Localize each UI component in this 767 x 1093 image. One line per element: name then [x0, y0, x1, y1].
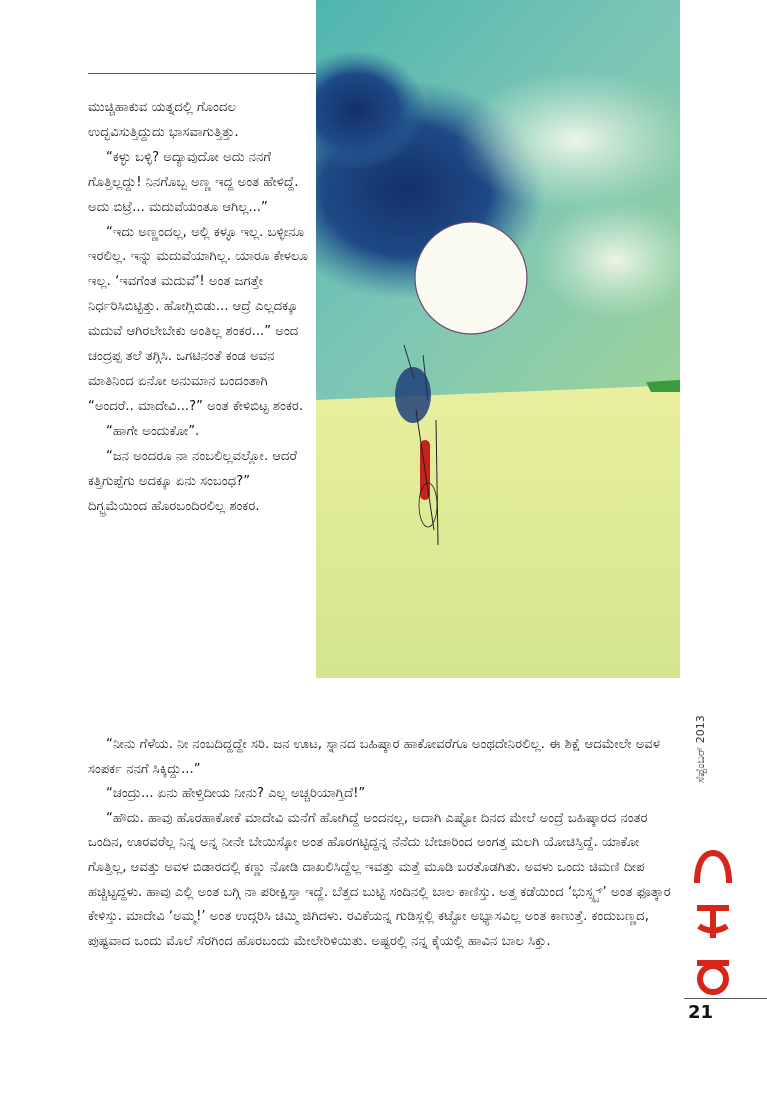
- paragraph: “ಜನ ಅಂದರೂ ನಾ ನಂಬಲಿಲ್ಲವಲ್ಲೋ. ಆದರೆ ಕತ್ತಿಗುಪ್ಪೆಗು ಅದಕ್ಕೂ ಏನು ಸಂಬಂಧ?” ದಿಗ್ಭ್ರಮೆಯಿಂದ ಹೊರಬಂದಿರಲಿಲ್ಲ ಶಂಕರ.: [88, 448, 298, 514]
- paragraph: “ನೀನು ಗೆಳೆಯ. ನೀ ನಂಬದಿದ್ದದ್ದೇ ಸರಿ. ಜನ ಊಟ, ಸ್ನಾನದ ಬಹಿಷ್ಕಾರ ಹಾಕೋವರೆಗೂ ಅಂಥದೇನಿರಲಿಲ್ಲ. ಈ ಶಿಕ್ಷೆ ಆದಮೇಲೇ ಅವಳ ಸಂಪರ್ಕ ನನಗೆ ಸಿಕ್ಕಿದ್ದು...”: [88, 737, 661, 777]
- top-rule: [88, 73, 316, 74]
- magazine-masthead: [684, 715, 742, 1000]
- page-rule: [684, 998, 767, 999]
- page-number: 21: [688, 1002, 714, 1023]
- brand-glyph-icon: [693, 902, 733, 942]
- narrow-column-text: [88, 96, 310, 519]
- brand-logo: [684, 847, 742, 997]
- paragraph: ಮುಚ್ಚಿಹಾಕುವ ಯತ್ನದಲ್ಲಿ ಗೊಂದಲ ಉದ್ಭವಿಸುತ್ತಿದ್ದುದು ಭಾಸವಾಗುತ್ತಿತ್ತು.: [88, 100, 239, 140]
- wide-column-text: [88, 733, 672, 954]
- illustration: [316, 0, 680, 678]
- issue-date: ಸೆಪ್ಟೆಂಬರ್ 2013: [694, 715, 707, 783]
- ground: [316, 385, 680, 678]
- paragraph: “ಚಂದ್ರು... ಏನು ಹೇಳ್ತಿದೀಯ ನೀನು? ಎಲ್ಲ ಅಚ್ಚರಿಯಾಗ್ತಿದೆ!”: [106, 786, 366, 802]
- paragraph: “ಹೌದು. ಹಾವು ಹೊರಹಾಕೋಕೆ ಮಾದೇವಿ ಮನೆಗೆ ಹೋಗಿದ್ದೆ ಅಂದನಲ್ಲ, ಅದಾಗಿ ಎಷ್ಟೋ ದಿನದ ಮೇಲೆ ಅಂದ್ರೆ ಬಹಿಷ್ಕಾರದ ನಂತರ ಒಂದಿನ, ಊರವರೆಲ್ಲ ನಿನ್ನ ಅನ್ನ ನೀನೇ ಬೇಯಿಸ್ಕೋ ಅಂತ ಹೊರಗಟ್ಟಿದ್ದನ್ನ ನೆನೆದು ಬೇಜಾರಿಂದ ಅಂಗತ್ತ ಮಲಗಿ ಯೋಚಿಸ್ತಿದ್ದೆ. ಯಾಕೋ ಗೊತ್ತಿಲ್ಲ, ಆವತ್ತು ಅವಳ ಬಿಡಾರದಲ್ಲಿ ಕಣ್ಣು ನೋಡಿ ದಾಖಲಿಸಿದ್ದೆಲ್ಲ ಇವತ್ತು ಮತ್ತೆ ಮೂಡಿ ಬರತೊಡಗಿತು. ಅವಳು ಒಂದು ಚಿಮಣಿ ದೀಪ ಹಚ್ಚಿಟ್ಟದ್ದಳು. ಹಾವು ಎಲ್ಲಿ ಅಂತ ಬಗ್ಗಿ ನಾ ಪರೀಕ್ಷಿಸ್ತಾ ಇದ್ದೆ. ಬೆತ್ತದ ಬುಟ್ಟಿ ಸಂದಿನಲ್ಲಿ ಬಾಲ ಕಾಣಿಸ್ತು. ಅತ್ತ ಕಡೆಯಿಂದ ‘ಭುಸ್ಸ್ಸ್ಸ್’ ಅಂತ ಫೂತ್ಕಾರ ಕೇಳಿಸ್ತು. ಮಾದೇವಿ ‘ಅಮ್ಮ!’ ಅಂತ ಉದ್ಗರಿಸಿ ಚಿಮ್ಮಿ ಜಿಗಿದಳು. ರವಿಕೆಯನ್ನ ಗುಡಿಸ್ಲಲ್ಲಿ ಕಟ್ಟೋ ಅಭ್ಯಾಸವಿಲ್ಲ ಅಂತ ಕಾಣುತ್ತೆ. ಕಂದುಬಣ್ಣದ, ಪುಷ್ಟವಾದ ಒಂದು ಮೊಲೆ ಸೆರಗಿಂದ ಹೊರಬಂದು ಮೇಲೇರಿಳಿಯಿತು. ಅಷ್ಟರಲ್ಲಿ ನನ್ನ ಕೈಯಲ್ಲಿ ಹಾವಿನ ಬಾಲ ಸಿಕ್ತು.: [88, 810, 671, 949]
- brand-glyph-icon: [693, 847, 733, 887]
- paragraph: “ಕಳ್ಳು ಬಳ್ಳಿ? ಅದ್ಯಾವುದೋ ಅದು ನನಗೆ ಗೊತ್ತಿಲ್ಲದ್ದು! ನಿನಗೊಬ್ಬ ಅಣ್ಣ ಇದ್ದ ಅಂತ ಹೇಳಿದ್ದೆ. ಅದು ಬಿಟ್ರೆ... ಮದುವೆಯಂತೂ ಆಗಿಲ್ಲ...”: [88, 149, 299, 215]
- paragraph: “ಹಾಗೇ ಅಂದುಕೋ”.: [106, 423, 200, 439]
- moon: [415, 222, 527, 334]
- brand-glyph-icon: [693, 957, 733, 997]
- paragraph: “ಇದು ಅಣ್ಣಂದಲ್ಲ, ಅಲ್ಲಿ ಕಳ್ಳೂ ಇಲ್ಲ. ಬಳ್ಳೀನೂ ಇರಲಿಲ್ಲ. ಇನ್ನು ಮದುವೆಯಾಗಿಲ್ಲ. ಯಾರೂ ಕೇಳಲೂ ಇಲ್ಲ. ‘ಇವಗೆಂತ ಮದುವೆ’! ಅಂತ ಜಗತ್ತೇ ನಿರ್ಧರಿಸಿಬಿಟ್ಟಿತ್ತು. ಹೋಗ್ಲಿಬಿಡು... ಆದ್ರೆ ಎಲ್ಲದಕ್ಕೂ ಮದುವೆ ಆಗಿರಲೇಬೇಕು ಅಂತಿಲ್ಲ ಶಂಕರ...” ಅಂದ ಚಂದ್ರಪ್ಪ ತಲೆ ತಗ್ಗಿಸಿ. ಒಗಟಿನಂತೆ ಕಂಡ ಅವನ ಮಾತಿನಿಂದ ಏನೋ ಅನುಮಾನ ಬಂದಂತಾಗಿ “ಅಂದರೆ.. ಮಾದೇವಿ...?” ಅಂತ ಕೇಳಿಬಿಟ್ಟ ಶಂಕರ.: [88, 224, 308, 414]
- green-patch: [646, 380, 680, 392]
